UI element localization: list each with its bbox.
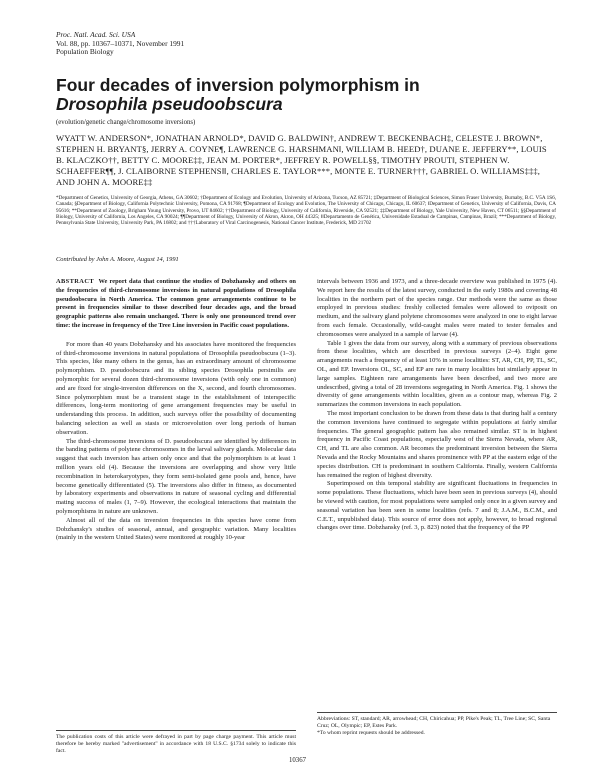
affiliations: *Department of Genetics, University of Georgia, Athens, GA 30602; †Department of Ecology and Evolution, University of Arizona, Tucson, AZ 85721; ‡Department of Biological Sciences, Simon Fraser University, Burnaby, B.C. V5A 1S6, Canada; §Department of Biology, California Polytechnic University, Pomona, CA 91768; ¶Department of Ecology and Evolution, The University of Chicago, Chicago, IL 60637; ‖Department of Genetics, University of California, Davis, CA 95616; **Department of Zoology, Brigham Young University, Provo, UT 84602; ††Department of Biology, University of California, Riverside, CA 92521; ‡‡Department of Biology, Yale University, New Haven, CT 06511; §§Department of Biology, University of California, Los Angeles, CA 90024; ¶¶Department of Biology, University of Akron, Akron, OH 44325; ‖‖Departamento de Genética, Universidade Estadual de Campinas, Campinas, Brazil; ***Department of Biology, Pennsylvania State University, University Park, PA 16802; and †††Laboratory of Viral Carcinogenesis, National Cancer Institute, Frederick, MD 21702: [56, 195, 556, 227]
body-paragraph: The most important conclusion to be drawn from these data is that during half a century the common inversions have continued to segregate within populations at fairly similar frequencies. The general geographic pattern has also remained similar. ST is in highest frequency in Pacific Coast populations, especially west of the Sierra Nevada, where AR, CH, and TL are also common. AR becomes the predominant inversion between the Sierra Nevada and the Rocky Mountains and shares prominence with PP at the eastern edge of the species distribution. CH is predominant in southern California. Finally, western California has remained the region of highest diversity.: [317, 409, 557, 479]
journal-header: [56, 31, 184, 57]
publication-cost-footnote: [56, 730, 296, 754]
footnote-text: The publication costs of this article were defrayed in part by page charge payment. This article must therefore be hereby marked "advertisement" in accordance with 18 U.S.C. §1734 solely to indicate this fact.: [56, 734, 296, 754]
journal-name: Proc. Natl. Acad. Sci. USA: [56, 30, 136, 39]
article-title: [56, 76, 536, 114]
page-number: 10367: [289, 757, 306, 764]
abstract-text: We report data that continue the studies of Dobzhansky and others on the frequencies of third-chromosome inversions in natural populations of Drosophila pseudoobscura in North America. The common gene arrangements continue to be present in frequencies similar to those described four decades ago, and the broad geographic patterns also remain unchanged. There is only one pronounced trend over time: the increase in frequency of the Tree Line inversion in Pacific coast populations.: [56, 278, 296, 329]
body-paragraph: intervals between 1936 and 1973, and a three-decade overview was published in 1975 (4). We report here the results of the latest survey, conducted in the early 1980s and covering 48 localities in the northern part of the species range. Our methods were the same as those employed in previous studies: freshly collected females were allowed to oviposit on medium, and the salivary gland polytene chromosomes were analyzed in one to eight larvae from each female. Occasionally, wild-caught males were mated to tester females and chromosomes were analyzed in a sample of larvae (4).: [317, 278, 557, 338]
reprint-footnote: *To whom reprint requests should be addressed.: [317, 729, 425, 736]
abbreviations-footnote: [317, 712, 557, 736]
footnote-rule: [317, 712, 557, 713]
keywords: (evolution/genetic change/chromosome inversions): [56, 119, 196, 126]
title-line-1: Four decades of inversion polymorphism in: [56, 75, 420, 95]
left-column: [56, 278, 296, 543]
contributed-by: Contributed by John A. Moore, August 14, 1991: [56, 256, 179, 263]
journal-section: Population Biology: [56, 47, 114, 57]
body-paragraph: Superimposed on this temporal stability are significant fluctuations in frequencies in some populations. These fluctuations, which have been seen in previous surveys (4), should be viewed with caution, for most populations were sampled only once in a given survey and seasonal variation has been seen in some localities (refs. 7 and 8; J.A.M., B.C.M., and C.E.T., unpublished data). This source of error does not apply, however, to broad regional changes over time. Dobzhansky (ref. 3, p. 823) noted that the frequency of the PP: [317, 480, 557, 532]
abstract: [56, 278, 296, 331]
body-paragraph: The third-chromosome inversions of D. pseudoobscura are identified by differences in the banding patterns of polytene chromosomes in the larval salivary glands. Molecular data suggest that each inversion has arisen only once and that the polymorphism is at least 1 million years old (4). Because the inversions are overlapping and show very little recombination in heterokaryotypes, they form semi-isolated gene pools and, hence, have become genetically differentiated (5). The inversions also differ in fitness, as documented by laboratory experiments and observations in nature of seasonal cycling and differential mating success of males (1, 7–9). However, the ecological interactions that maintain the polymorphisms in nature are unknown.: [56, 437, 296, 515]
body-paragraph: For more than 40 years Dobzhansky and his associates have monitored the frequencies of third-chromosome inversions in natural populations of Drosophila pseudoobscura (1–3). This species, like many others in the genus, has an extraordinary amount of chromosome polymorphism. D. pseudoobscura and its sibling species Drosophila persimilis are polymorphic for several dozen third-chromosome inversions (with only one in common) and are fixed for single-inversion differences on the X, second, and fourth chromosomes. Since polymorphism must be a transient stage in the establishment of interspecific differences, long-term monitoring of gene arrangement frequencies may be useful in understanding this process. In addition, such surveys offer the possibility of documenting balancing selection as well as stasis or microevolution over long periods of human observation.: [56, 340, 296, 436]
body-paragraph: Table 1 gives the data from our survey, along with a summary of previous observations from these localities, which are described in previous surveys (2–4). Eight gene arrangements reach a frequency of at least 10% in some localities: ST, AR, CH, PP, TL, SC, OL, and EP. Inversions OL, SC, and EP are rare in many localities but similarly appear in large samples. Eighteen rare arrangements have been described, and two more are undescribed, giving a total of 28 inversions segregating in North America. Fig. 1 shows the diversity of gene arrangements within localities, given as a contour map, whereas Fig. 2 summarizes the common inversions in each population.: [317, 339, 557, 409]
abstract-label: ABSTRACT: [56, 278, 95, 285]
journal-volume: Vol. 88, pp. 10367–10371, November 1991: [56, 38, 185, 48]
right-column: [317, 278, 557, 533]
author-list: WYATT W. ANDERSON*, JONATHAN ARNOLD*, DAVID G. BALDWIN†, ANDREW T. BECKENBACH‡, CELESTE J. BROWN*, STEPHEN H. BRYANT§, JERRY A. COYNE¶, LAWRENCE G. HARSHMAN‖, WILLIAM B. HEED†, DUANE E. JEFFERY**, LOUIS B. KLACZKO††, BETTY C. MOORE‡‡, JEAN M. PORTER*, JEFFREY R. POWELL§§, TIMOTHY PROUT‖, STEPHEN W. SCHAEFFER¶¶, J. CLAIBORNE STEPHENS‖‖, CHARLES E. TAYLOR***, MONTE E. TURNER†††, GABRIEL O. WILLIAMS‡‡‡, AND JOHN A. MOORE‡‡: [56, 133, 547, 187]
title-line-2: Drosophila pseudoobscura: [56, 94, 283, 114]
footnote-rule: [56, 730, 296, 731]
abbreviations-text: Abbreviations: ST, standard; AR, arrowhead; CH, Chiricahua; PP, Pike's Peak; TL, Tree Line; SC, Santa Cruz; OL, Olympic; EP, Estes Park.: [317, 716, 551, 729]
body-paragraph: Almost all of the data on inversion frequencies in this species have come from Dobzhansky's studies of seasonal, annual, and geographic variation. Many localities (mainly in the western United States) were monitored at roughly 10-year: [56, 516, 296, 542]
